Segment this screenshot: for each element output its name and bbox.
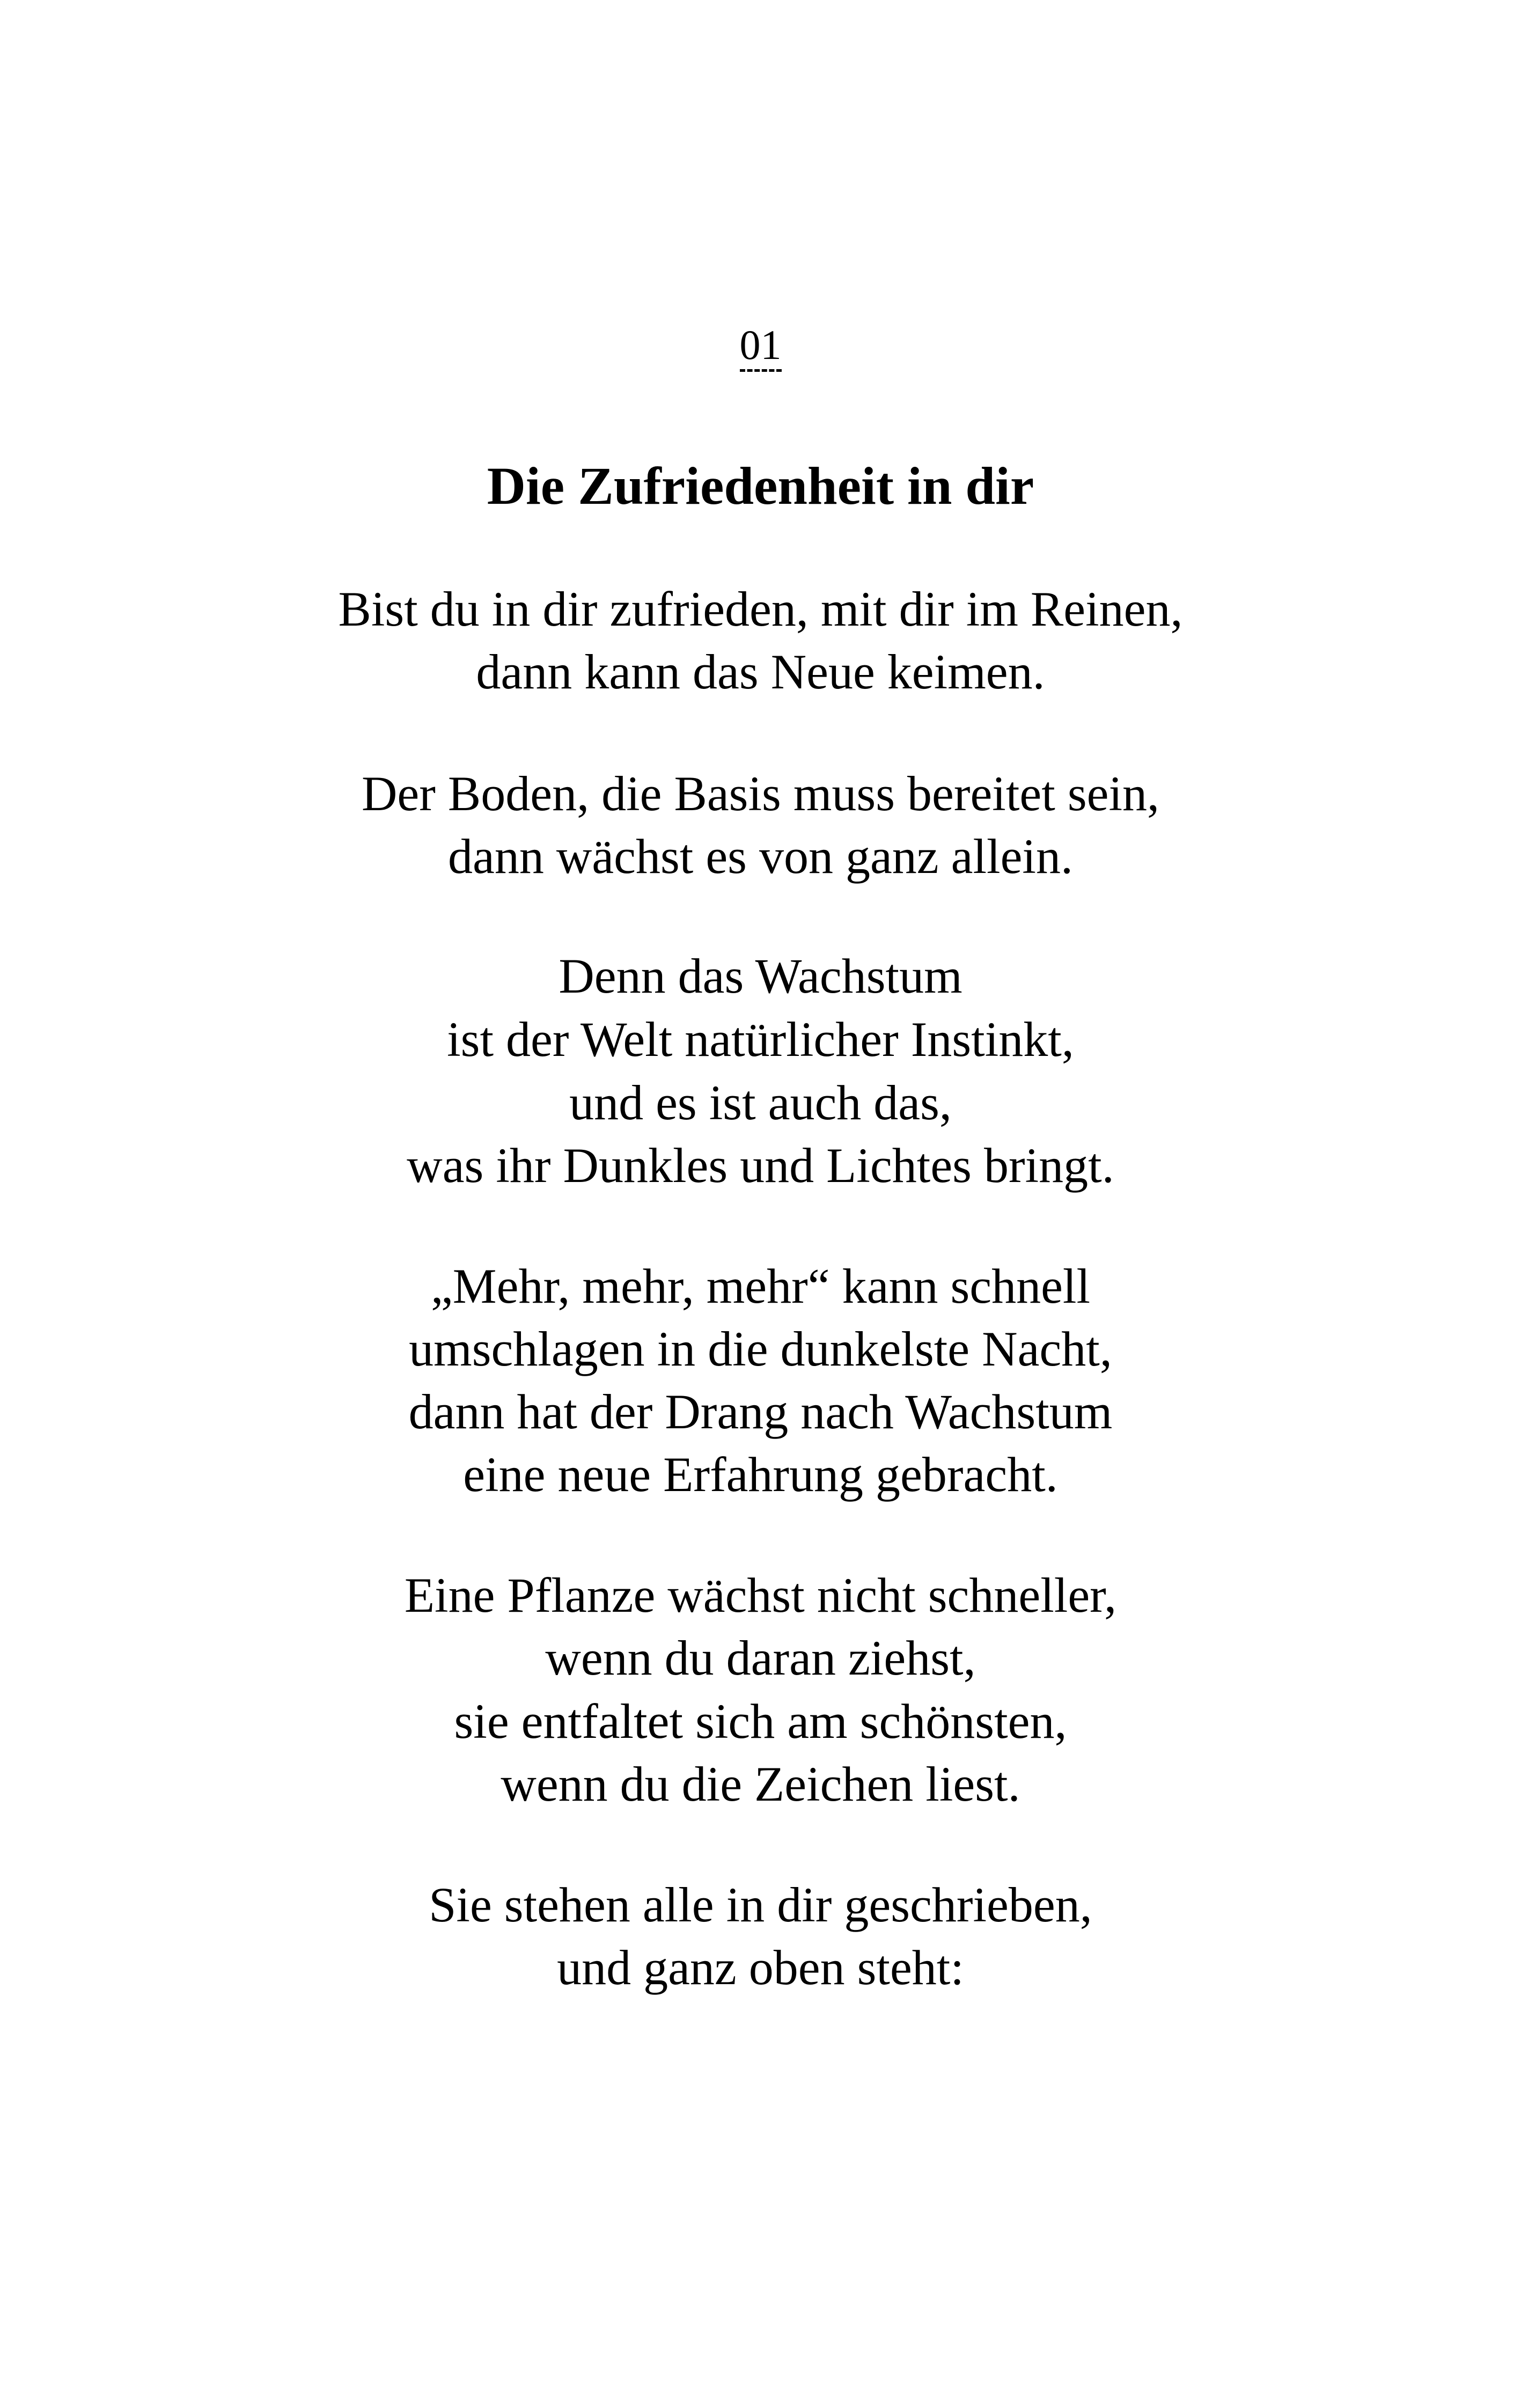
poem-line: wenn du die Zeichen liest.: [501, 1757, 1020, 1811]
poem-line: dann kann das Neue keimen.: [476, 644, 1045, 699]
poem-line: eine neue Erfahrung gebracht.: [463, 1447, 1058, 1502]
poem-line: was ihr Dunkles und Lichtes bringt.: [407, 1138, 1114, 1193]
poem-title: Die Zufriedenheit in dir: [487, 456, 1034, 516]
poem-line: Sie stehen alle in dir geschrieben,: [429, 1877, 1092, 1932]
poem-line: sie entfaltet sich am schönsten,: [454, 1694, 1067, 1749]
poem-line: Der Boden, die Basis muss bereitet sein,: [361, 766, 1160, 821]
page-number: [0, 321, 1521, 369]
page-number-text: 01: [740, 321, 782, 372]
poem-line: ist der Welt natürlicher Instinkt,: [447, 1012, 1074, 1067]
poem-line: dann wächst es von ganz allein.: [448, 829, 1073, 884]
poem-line: Eine Pflanze wächst nicht schneller,: [404, 1568, 1117, 1623]
poem-line: dann hat der Drang nach Wachstum: [408, 1384, 1113, 1439]
poem-line: umschlagen in die dunkelste Nacht,: [409, 1322, 1112, 1376]
poem-line: Bist du in dir zufrieden, mit dir im Reinen,: [338, 582, 1183, 636]
poem-line: „Mehr, mehr, mehr“ kann schnell: [430, 1259, 1091, 1313]
poem-line: Denn das Wachstum: [559, 949, 962, 1003]
poem-line: wenn du daran ziehst,: [545, 1631, 976, 1685]
poem-line: und ganz oben steht:: [557, 1940, 964, 1995]
poem-line: und es ist auch das,: [569, 1075, 952, 1130]
